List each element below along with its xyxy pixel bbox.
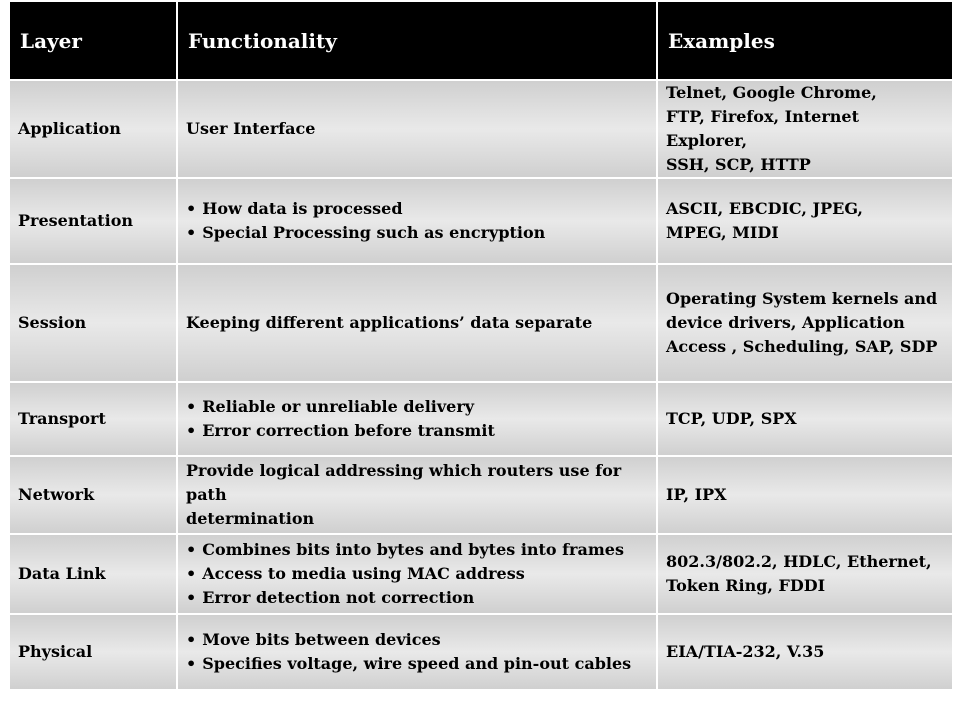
table-header-row: [9, 1, 953, 80]
functionality-cell: [177, 614, 657, 690]
bullet-item: • Reliable or unreliable delivery: [186, 395, 648, 419]
examples-cell: [657, 456, 953, 534]
examples-cell: [657, 80, 953, 178]
functionality-line: Provide logical addressing which routers use for path: [186, 461, 622, 504]
functionality-cell: Keeping different applications’ data separate: [177, 264, 657, 382]
table-row: [9, 178, 953, 264]
functionality-cell: [177, 178, 657, 264]
layer-cell: Transport: [9, 382, 177, 456]
example-line: Operating System kernels and: [666, 289, 938, 308]
example-line: Telnet, Google Chrome,: [666, 83, 877, 102]
example-line: SSH, SCP, HTTP: [666, 155, 811, 174]
functionality-cell: [177, 456, 657, 534]
example-line: Token Ring, FDDI: [666, 576, 826, 595]
bullet-item: • Error detection not correction: [186, 586, 648, 610]
example-line: FTP, Firefox, Internet Explorer,: [666, 107, 859, 150]
bullet-item: • Combines bits into bytes and bytes into frames: [186, 538, 648, 562]
bullet-item: • Move bits between devices: [186, 628, 648, 652]
example-line: device drivers, Application: [666, 313, 905, 332]
examples-cell: [657, 264, 953, 382]
example-line: Access , Scheduling, SAP, SDP: [666, 337, 938, 356]
bullet-item: • Specifies voltage, wire speed and pin-out cables: [186, 652, 648, 676]
layer-cell: Session: [9, 264, 177, 382]
header-functionality: Functionality: [177, 1, 657, 80]
layer-cell: Network: [9, 456, 177, 534]
examples-cell: [657, 614, 953, 690]
functionality-bullets: [186, 538, 648, 610]
osi-layer-table: [8, 0, 954, 691]
layer-cell: Application: [9, 80, 177, 178]
header-examples: Examples: [657, 1, 953, 80]
table-row: [9, 382, 953, 456]
example-line: 802.3/802.2, HDLC, Ethernet,: [666, 552, 932, 571]
examples-cell: [657, 382, 953, 456]
examples-cell: [657, 178, 953, 264]
layer-cell: Physical: [9, 614, 177, 690]
example-line: TCP, UDP, SPX: [666, 409, 797, 428]
example-line: EIA/TIA-232, V.35: [666, 642, 825, 661]
functionality-bullets: [186, 628, 648, 676]
functionality-bullets: [186, 395, 648, 443]
example-line: IP, IPX: [666, 485, 727, 504]
functionality-cell: [177, 382, 657, 456]
bullet-item: • Access to media using MAC address: [186, 562, 648, 586]
table-row: [9, 80, 953, 178]
functionality-cell: [177, 534, 657, 614]
functionality-line: determination: [186, 509, 315, 528]
table-row: [9, 614, 953, 690]
functionality-bullets: [186, 197, 648, 245]
header-layer: Layer: [9, 1, 177, 80]
layer-cell: Presentation: [9, 178, 177, 264]
bullet-item: • Special Processing such as encryption: [186, 221, 648, 245]
examples-cell: [657, 534, 953, 614]
functionality-cell: User Interface: [177, 80, 657, 178]
table-row: [9, 456, 953, 534]
layer-cell: Data Link: [9, 534, 177, 614]
bullet-item: • How data is processed: [186, 197, 648, 221]
table-row: [9, 264, 953, 382]
table-row: [9, 534, 953, 614]
example-line: ASCII, EBCDIC, JPEG,: [666, 199, 863, 218]
bullet-item: • Error correction before transmit: [186, 419, 648, 443]
example-line: MPEG, MIDI: [666, 223, 779, 242]
